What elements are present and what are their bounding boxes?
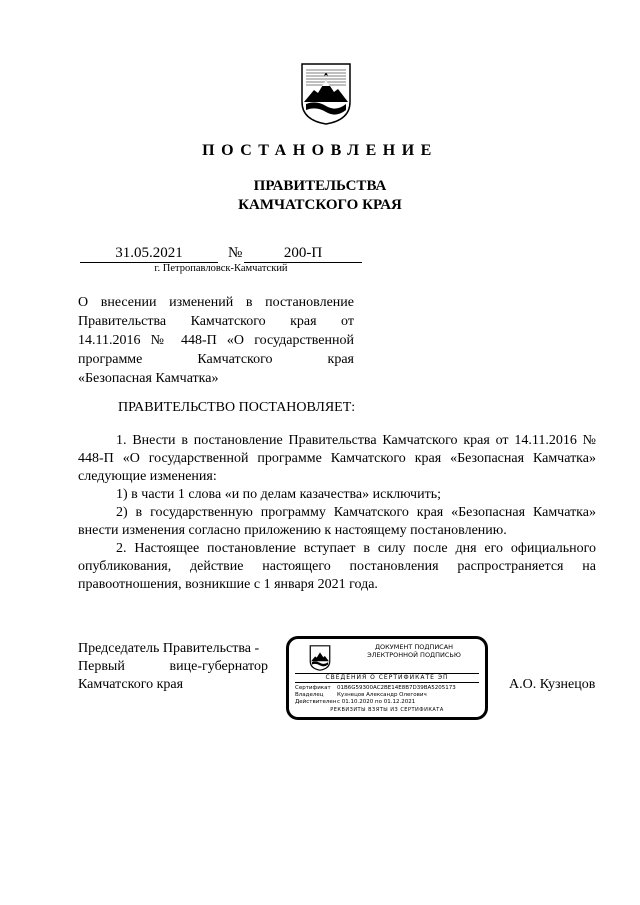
signer-name: А.О. Кузнецов xyxy=(509,677,596,692)
stamp-value: с 01.10.2020 по 01.12.2021 xyxy=(337,699,416,705)
stamp-validity-row xyxy=(295,699,415,706)
stamp-heading-line: ЭЛЕКТРОННОЙ ПОДПИСЬЮ xyxy=(367,651,461,659)
document-number: 200-П xyxy=(244,244,362,263)
body-paragraph: 1. Внести в постановление Правительства Камчатского края от 14.11.2016 № 448-П «О государственной программе Камчатского края «Безопасная Камчатка» следующие изменения: xyxy=(78,433,596,484)
resolves-statement: ПРАВИТЕЛЬСТВО ПОСТАНОВЛЯЕТ: xyxy=(118,400,356,415)
stamp-footer: РЕКВИЗИТЫ ВЗЯТЫ ИЗ СЕРТИФИКАТА xyxy=(330,707,444,713)
signer-position-line: Председатель Правительства - xyxy=(78,641,260,656)
stamp-label: Владелец xyxy=(295,692,324,698)
stamp-value: Кузнецов Александр Олегович xyxy=(337,692,427,698)
body-paragraph: 2) в государственную программу Камчатского края «Безопасная Камчатка» внести изменения согласно приложению к настоящему постановлению. xyxy=(78,505,596,538)
document-subject xyxy=(78,293,354,388)
stamp-label: Сертификат xyxy=(295,685,331,691)
document-body xyxy=(78,432,596,594)
issuer-line-2: КАМЧАТСКОГО КРАЯ xyxy=(238,197,402,213)
document-date: 31.05.2021 xyxy=(80,244,218,263)
signer-position xyxy=(78,640,268,694)
stamp-heading xyxy=(345,643,483,659)
signer-position-line: Первый вице-губернатор xyxy=(78,659,268,674)
stamp-emblem-icon xyxy=(309,645,331,671)
stamp-certificate-title: СВЕДЕНИЯ О СЕРТИФИКАТЕ ЭП xyxy=(295,673,479,683)
electronic-signature-stamp xyxy=(286,636,488,720)
stamp-heading-line: ДОКУМЕНТ ПОДПИСАН xyxy=(374,643,454,651)
issuer-name xyxy=(0,177,640,215)
subject-line: О внесении изменений в постановление xyxy=(78,295,354,310)
stamp-certificate-row xyxy=(295,685,456,692)
subject-line: «Безопасная Камчатка» xyxy=(78,371,219,386)
number-sign: № xyxy=(228,245,243,261)
body-paragraph: 2. Настоящее постановление вступает в силу после дня его официального опубликования, действие настоящего постановления распространяется на правоотношения, возникшие с 1 января 2021 года. xyxy=(78,541,596,592)
stamp-label: Действителен xyxy=(295,699,337,705)
signer-position-line: Камчатского края xyxy=(78,677,184,692)
stamp-value: 01B6G59300AC2BE14E8B7D39BA5205173 xyxy=(337,685,456,691)
city-name: г. Петропавловск-Камчатский xyxy=(154,263,288,274)
issuer-line-1: ПРАВИТЕЛЬСТВА xyxy=(253,178,387,194)
subject-line: программе Камчатского края xyxy=(78,352,354,367)
body-paragraph: 1) в части 1 слова «и по делам казачества» исключить; xyxy=(116,487,441,502)
document-type-heading: ПОСТАНОВЛЕНИЕ xyxy=(202,142,438,159)
subject-line: 14.11.2016 № 448-П «О государственной xyxy=(78,333,354,348)
stamp-owner-row xyxy=(295,692,427,699)
subject-line: Правительства Камчатского края от xyxy=(78,314,354,329)
coat-of-arms-emblem xyxy=(300,62,352,126)
